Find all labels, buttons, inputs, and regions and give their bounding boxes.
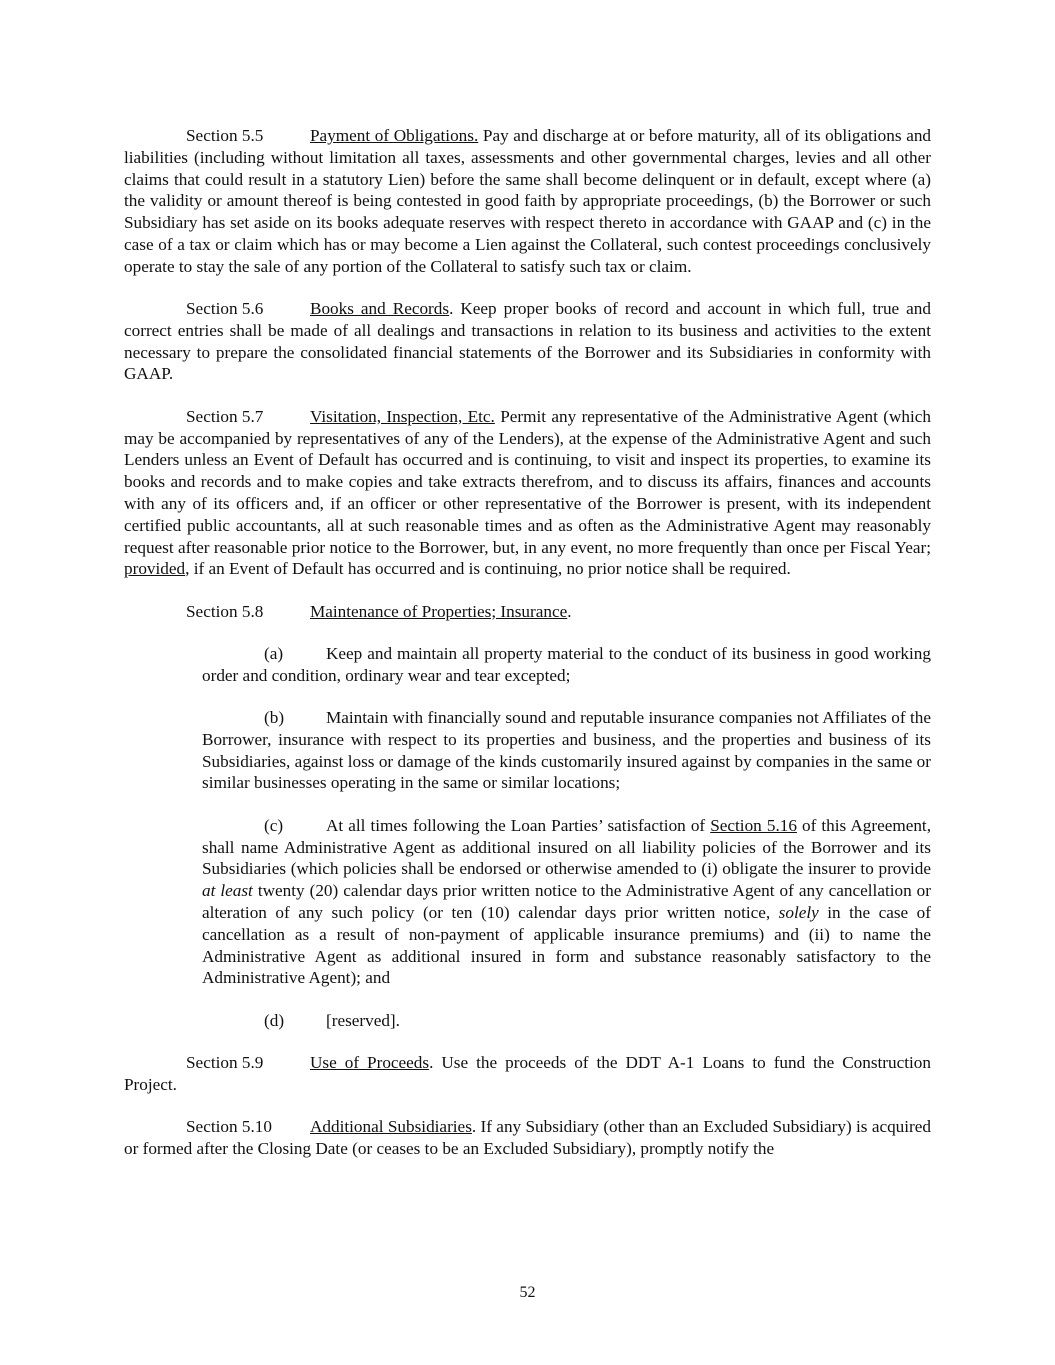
section-number: Section 5.9 <box>186 1052 264 1072</box>
subsection-text: At all times following the Loan Parties’ satisfaction of <box>326 815 711 835</box>
section-body: Pay and discharge at or before maturity, all of its obligations and liabilities (including without limitation all taxes, assessments and other governmental charges, levies and all other claims that could result in a statutory Lien) before the same shall become delinquent or in default, except where (a) the validity or amount thereof is being contested in good faith by appropriate proceedings, (b) the Borrower or such Subsidiary has set aside on its books adequate reserves with respect thereto in accordance with GAAP and (c) in the case of a tax or claim which has or may become a Lien against the Collateral, such contest proceedings conclusively operate to stay the sale of any portion of the Collateral to satisfy such tax or claim. <box>124 126 932 276</box>
section-title: Additional Subsidiaries <box>310 1116 472 1136</box>
section-title: Use of Proceeds <box>310 1052 430 1072</box>
document-page <box>124 125 931 1180</box>
subsection-text: in the case of cancellation as a result of non-payment of applicable insurance premiums) and (ii) to name the Administrative Agent as additional insured in form and substance reasonably satisfactory to the Administrative Agent); and <box>202 902 931 988</box>
section-title: Visitation, Inspection, Etc. <box>310 406 495 426</box>
emphasis-text: at least <box>202 881 253 901</box>
section-5-10 <box>124 1116 931 1160</box>
subsection-label: (b) <box>264 708 285 728</box>
section-5-7 <box>124 406 931 580</box>
section-title-period: . <box>567 601 572 621</box>
section-number: Section 5.7 <box>186 406 264 426</box>
subsection-label: (d) <box>264 1010 285 1030</box>
subsection-label: (c) <box>264 815 284 835</box>
section-body: . Keep proper books of record and account in which full, true and correct entries shall be made of all dealings and transactions in relation to its business and activities to the extent necessary to prepare the consolidated financial statements of the Borrower and its Subsidiaries in conformity with GAAP. <box>124 299 931 384</box>
section-body: Permit any representative of the Administrative Agent (which may be accompanied by representatives of any of the Lenders), at the expense of the Administrative Agent and such Lenders unless an Event of Default has occurred and is continuing, to visit and inspect its properties, to examine its books and records and to make copies and take extracts therefrom, and to discuss its affairs, finances and accounts with any of its officers and, if an officer or other representative of the Borrower is present, with its independent certified public accountants, all at such reasonable times and as often as the Administrative Agent may reasonably request after reasonable prior notice to the Borrower, but, in any event, no more frequently than once per Fiscal Year; <box>124 406 931 557</box>
section-title: Maintenance of Properties; Insurance <box>310 601 568 621</box>
section-title: Payment of Obligations. <box>310 126 479 145</box>
subsection-text: of this Agreement, shall name Administrative Agent as additional insured on all liability policies of the Borrower and its Subsidiaries (which policies shall be endorsed or otherwise amended to (i) obligate the insurer to provide <box>202 815 932 879</box>
section-5-8 <box>124 601 931 623</box>
provided-term: provided <box>124 559 186 579</box>
section-5-9 <box>124 1052 931 1096</box>
section-5-6 <box>124 298 931 385</box>
section-reference-link: Section 5.16 <box>710 815 797 835</box>
section-number: Section 5.5 <box>186 126 264 145</box>
page-number: 52 <box>519 1284 536 1301</box>
subsection-a <box>202 643 931 687</box>
subsection-text: [reserved]. <box>326 1010 400 1030</box>
section-number: Section 5.6 <box>186 299 264 319</box>
section-5-5 <box>124 125 931 278</box>
subsection-d <box>202 1010 931 1032</box>
section-body: . Use the proceeds of the DDT A-1 Loans to fund the Construction Project. <box>124 1052 931 1094</box>
section-number: Section 5.10 <box>186 1116 272 1136</box>
emphasis-text: solely <box>778 902 819 922</box>
subsection-c <box>202 815 931 989</box>
section-body: . If any Subsidiary (other than an Excluded Subsidiary) is acquired or formed after the Closing Date (or ceases to be an Excluded Subsidiary), promptly notify the <box>124 1116 931 1158</box>
subsection-b <box>202 707 931 794</box>
section-body-continued: , if an Event of Default has occurred and is continuing, no prior notice shall be required. <box>185 559 791 579</box>
subsection-text: Keep and maintain all property material to the conduct of its business in good working order and condition, ordinary wear and tear excepted; <box>202 643 931 685</box>
section-title: Books and Records <box>310 299 450 319</box>
subsection-text: Maintain with financially sound and reputable insurance companies not Affiliates of the Borrower, insurance with respect to its properties and business, and the properties and business of its Subsidiaries, against loss or damage of the kinds customarily insured against by companies in the same or similar businesses operating in the same or similar locations; <box>202 708 931 793</box>
subsection-text: twenty (20) calendar days prior written notice to the Administrative Agent of any cancellation or alteration of any such policy (or ten (10) calendar days prior written notice, <box>202 881 931 922</box>
section-number: Section 5.8 <box>186 601 264 621</box>
subsection-label: (a) <box>264 643 284 663</box>
